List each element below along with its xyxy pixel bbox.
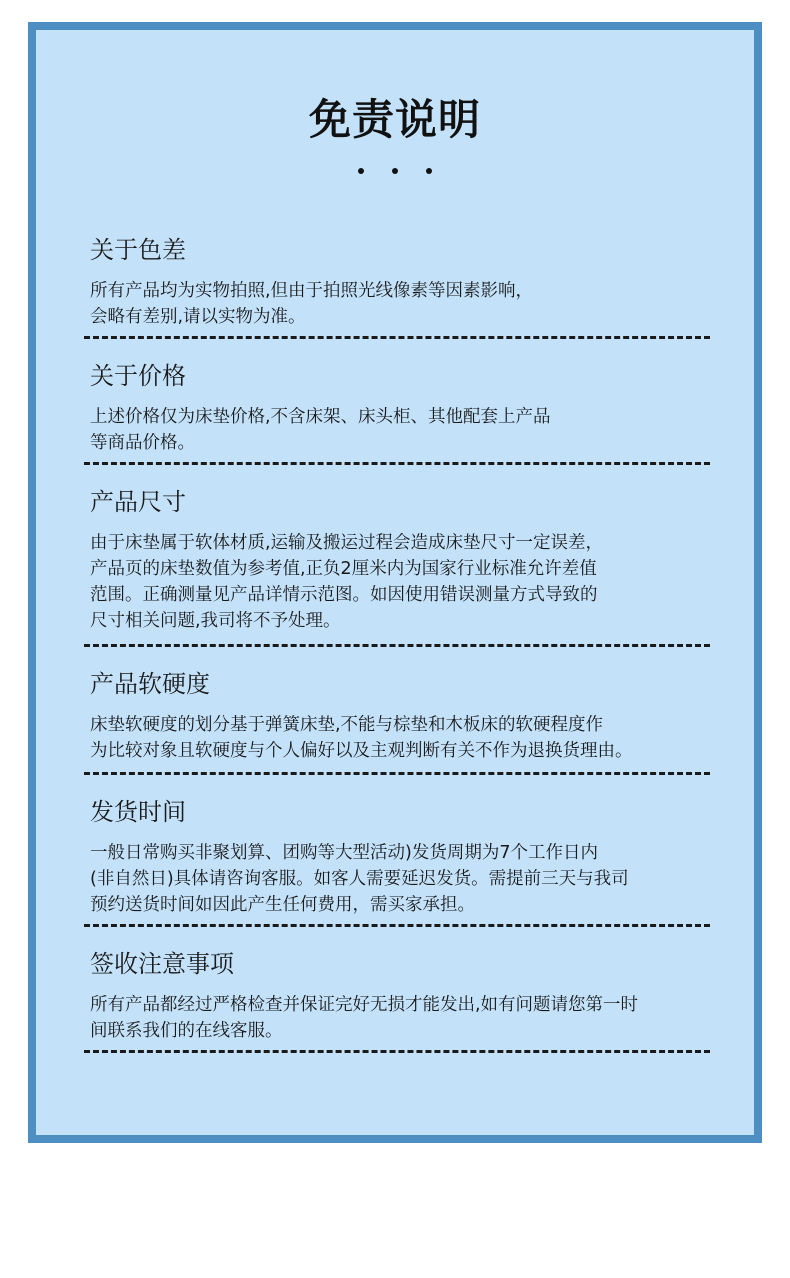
dashed-divider [84,462,710,465]
disclaimer-panel [28,22,762,1143]
body-line: 尺寸相关问题,我司将不予处理。 [90,611,341,631]
body-line: 为比较对象且软硬度与个人偏好以及主观判断有关不作为退换货理由。 [90,741,633,761]
section-heading: 产品尺寸 [90,488,186,516]
page-title: 免责说明 [308,95,481,144]
section-body [90,712,730,764]
dot-icon [358,168,364,174]
body-line: 上述价格仅为床垫价格,不含床架、床头柜、其他配套上产品 [90,407,551,427]
section-body [90,840,730,918]
section-heading: 关于色差 [90,236,186,264]
dashed-divider [84,644,710,647]
body-line: (非自然日)具体请咨询客服。如客人需要延迟发货。需提前三天与我司 [90,869,629,889]
section-heading: 产品软硬度 [90,670,210,698]
body-line: 范围。正确测量见产品详情示范图。如因使用错误测量方式导致的 [90,585,598,605]
dashed-divider [84,772,710,775]
section-body [90,278,730,330]
dashed-divider [84,924,710,927]
body-line: 所有产品都经过严格检查并保证完好无损才能发出,如有问题请您第一时 [90,995,639,1015]
body-line: 所有产品均为实物拍照,但由于拍照光线像素等因素影响， [90,281,534,301]
body-line: 会略有差别,请以实物为准。 [90,307,306,327]
body-line: 产品页的床垫数值为参考值,正负2厘米内为国家行业标准允许差值 [90,559,597,579]
section-body [90,530,730,634]
section-heading: 发货时间 [90,798,186,826]
section-body [90,404,730,456]
body-line: 间联系我们的在线客服。 [90,1021,283,1041]
title-dots-decoration [36,168,754,174]
body-line: 预约送货时间如因此产生任何费用，需买家承担。 [90,895,475,915]
section-heading: 签收注意事项 [90,950,234,978]
dashed-divider [84,336,710,339]
body-line: 一般日常购买非聚划算、团购等大型活动)发货周期为7个工作日内 [90,843,598,863]
body-line: 由于床垫属于软体材质,运输及搬运过程会造成床垫尺寸一定误差， [90,533,604,553]
dashed-divider [84,1050,710,1053]
body-line: 等商品价格。 [90,433,195,453]
body-line: 床垫软硬度的划分基于弹簧床垫,不能与棕垫和木板床的软硬程度作 [90,715,604,735]
dot-icon [392,168,398,174]
section-heading: 关于价格 [90,362,186,390]
dot-icon [426,168,432,174]
section-body [90,992,730,1044]
